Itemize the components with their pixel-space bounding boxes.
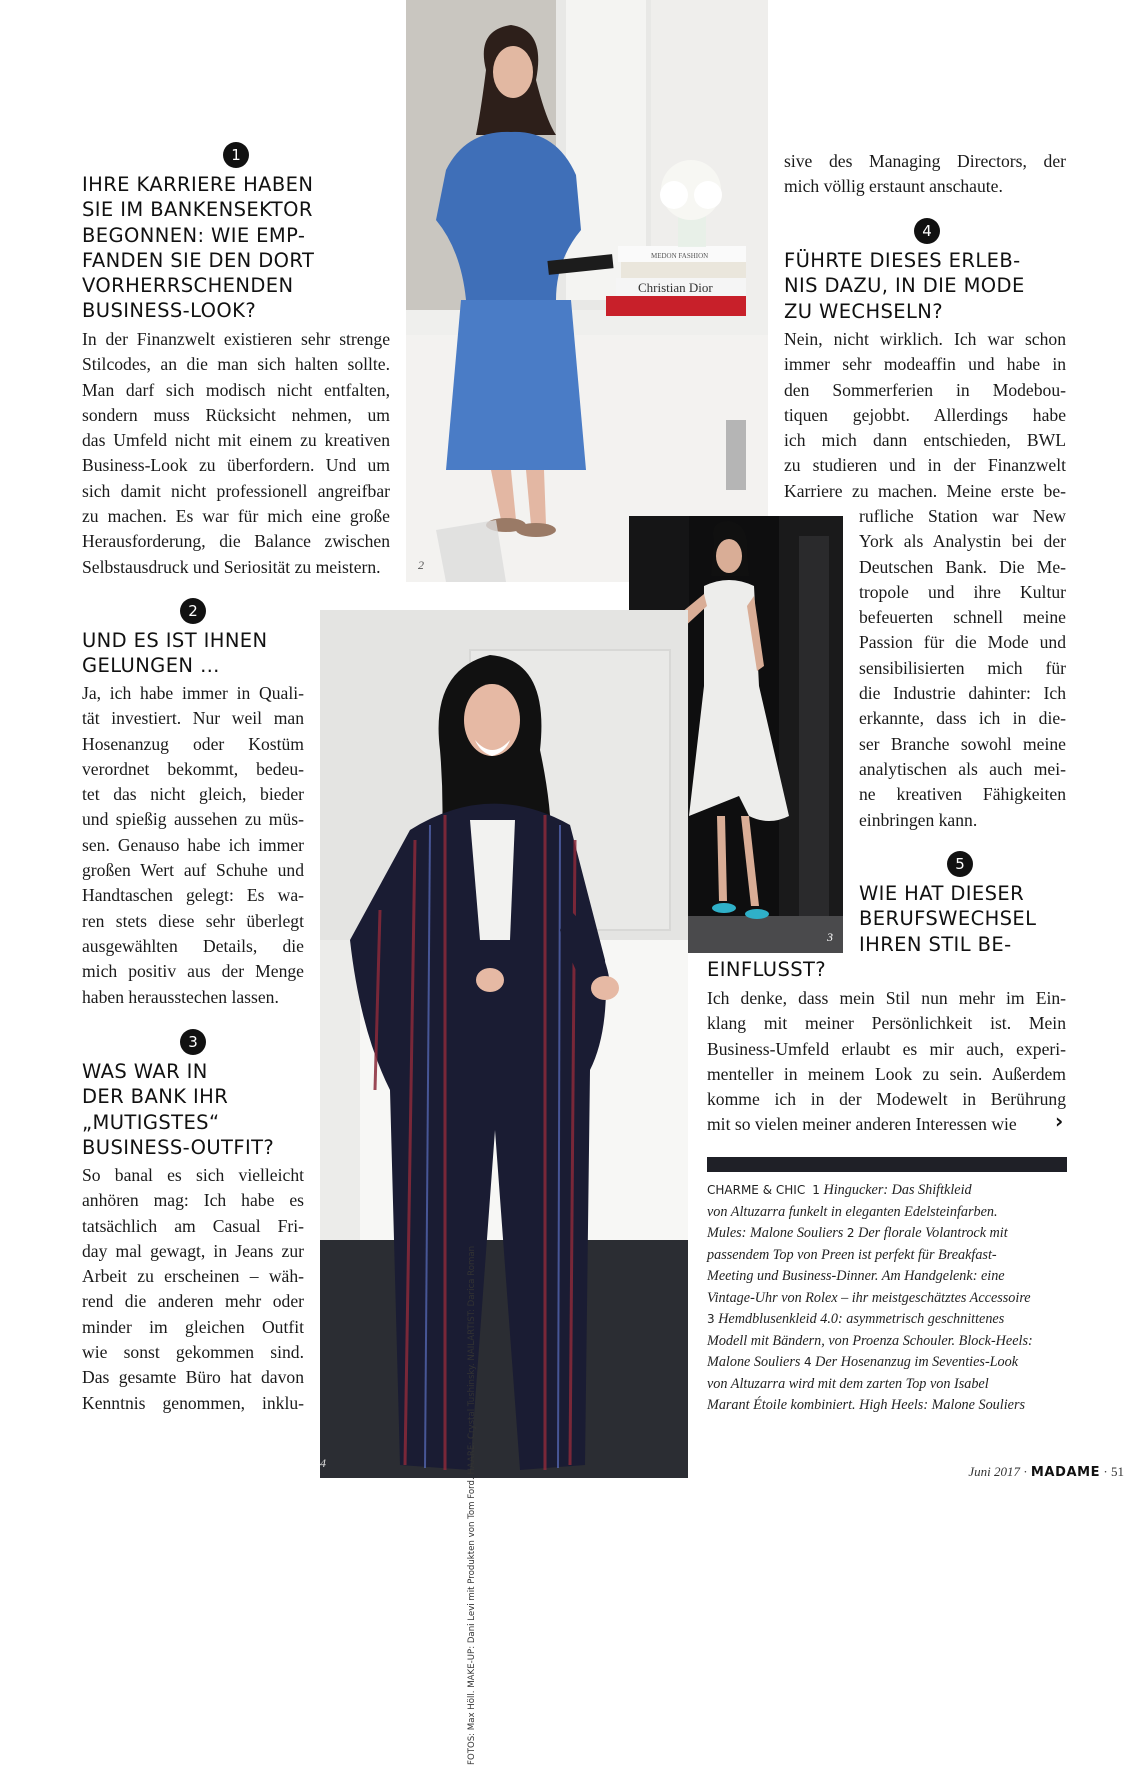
answer-1-text: In der Finanzwelt existieren sehr strenge Stilcodes, an die man sich halten sollte. Man darf sich modisch nicht entfalten, sondern muss Rücksicht nehmen, um das Umfeld nicht mit einem zu kreativen Business-Look zu überfordern. Und um sich damit nicht professionell angreifbar zu machen. Es war für mich eine große Herausforderung, die Balance zwischen Selbstausdruck und Seriosität zu meistern. [82, 329, 390, 577]
question-3-heading: WAS WAR IN DER BANK IHR „MUTIGSTES“ BUSINESS-OUTFIT? [82, 1060, 275, 1159]
page-number: 51 [1111, 1464, 1124, 1479]
photo-caption: CHARME & CHIC 1 Hingucker: Das Shiftkleid von Altuzarra funkelt in eleganten Edelsteinfarben. Mules: Malone Souliers 2 Der florale Volantrock mit passendem Top von Preen ist perfekt für Breakfast- Meeting und Business-Dinner. Am Handgelenk: eine Vintage-Uhr von Rolex – ihr meistgeschätztes Accessoire 3 Hemdblusenkleid 4.0: asymmetrisch geschnittenes Modell mit Bändern, von Proenza Schouler. Block-Heels: Malone Souliers 4 Der Hosenanzug im Seventies-Look von Altuzarra wird mit dem zarten Top von Isabel Marant Étoile kombiniert. High Heels: Malone Souliers [707, 1182, 1033, 1413]
photo-2-number: 2 [418, 558, 424, 572]
footer-separator: · [1023, 1464, 1028, 1479]
question-2-number: 2 [180, 598, 206, 624]
question-3-number: 3 [180, 1029, 206, 1055]
continue-arrow-icon: › [1055, 1109, 1064, 1133]
question-1-number: 1 [223, 142, 249, 168]
photo-2-blue-dress [406, 0, 768, 582]
question-2-heading: UND ES IST IHNEN GELUNGEN … [82, 629, 268, 678]
answer-3-text: So banal es sich vielleicht anhören mag: Ich habe es tatsächlich am Casual Fri- day mal gewagt, in Jeans zur Arbeit zu erscheinen – wäh- rend die anderen mehr oder minder im gleichen Outfit wie sonst gekommen sind. Das gesamte Büro hat davon Kenntnis genommen, inklu- [82, 1165, 304, 1413]
question-1-heading: IHRE KARRIERE HABEN SIE IM BANKENSEKTOR BEGONNEN: WIE EMP- FANDEN SIE DEN DORT VORHERRSCHENDEN BUSINESS-LOOK? [82, 173, 315, 323]
photo-4-illustration [320, 610, 688, 1478]
photo-4-number: 4 [320, 1456, 326, 1470]
caption-divider-bar [707, 1157, 1067, 1172]
question-5-number: 5 [947, 851, 973, 877]
photo-2-illustration [406, 0, 768, 582]
photo-credits: FOTOS: Max Höll. MAKE-UP: Dani Levi mit Produkten von Tom Ford. HAARE: Crystal Tushinsky. NAILARTIST: Darica Roman [467, 1245, 477, 1765]
answer-2-text: Ja, ich habe immer in Quali- tät investiert. Nur weil man Hosenanzug oder Kostüm verordnet bekommt, bedeu- tet das nicht gleich, bieder und spießig aussehen zu müs- sen. Genauso habe ich immer großen Wert auf Schuhe und Handtaschen gelegt: Es wa- ren stets diese sehr überlegt ausgewählten Details, die mich positiv aus der Menge haben herausstechen lassen. [82, 683, 304, 1007]
page-footer [968, 1464, 1124, 1480]
answer-5-text: Ich denke, dass mein Stil nun mehr im Ein- klang mit meiner Persönlichkeit ist. Mein Business-Umfeld erlaubt es mir auch, experi- menteller in meinem Look zu sein. Außerdem komme ich in der Modewelt in Berührung mit so vielen meiner anderen Interessen wie [707, 988, 1066, 1135]
book-spine-fashion: MEDON FASHION [651, 252, 709, 260]
footer-brand: MADAME [1030, 1465, 1101, 1480]
book-spine-dior: Christian Dior [638, 280, 713, 295]
photo-4-striped-suit [320, 610, 688, 1478]
question-5-heading-end: EINFLUSST? [707, 958, 827, 981]
caption-heading: CHARME & CHIC [707, 1183, 806, 1197]
answer-4-text-wide: Nein, nicht wirklich. Ich war schon immer sehr modeaffin und habe in den Sommerferien in Modebou- tiquen gejobbt. Allerdings habe ich mich dann entschieden, BWL zu studieren und in der Finanzwelt Karriere zu machen. Meine erste be- [784, 329, 1066, 501]
answer-3-continuation: sive des Managing Directors, der mich völlig erstaunt anschaute. [784, 151, 1066, 197]
question-4-heading: FÜHRTE DIESES ERLEB- NIS DAZU, IN DIE MODE ZU WECHSELN? [784, 249, 1025, 323]
photo-3-number: 3 [827, 930, 833, 944]
question-4-number: 4 [914, 218, 940, 244]
answer-4-text-narrow: rufliche Station war New York als Analystin bei der Deutschen Bank. Die Me- tropole und ihre Kultur befeuerten schnell meine Passion für die Mode und sensibilisierten mich für die Industrie dahinter: Ich erkannte, dass ich in die- ser Branche sowohl meine analytischen als auch mei- ne kreativen Fähigkeiten einbringen kann. [859, 506, 1066, 830]
footer-date: Juni 2017 [968, 1464, 1021, 1479]
footer-separator-2: · [1103, 1464, 1108, 1479]
question-5-heading: WIE HAT DIESER BERUFSWECHSEL IHREN STIL BE- [859, 882, 1037, 956]
